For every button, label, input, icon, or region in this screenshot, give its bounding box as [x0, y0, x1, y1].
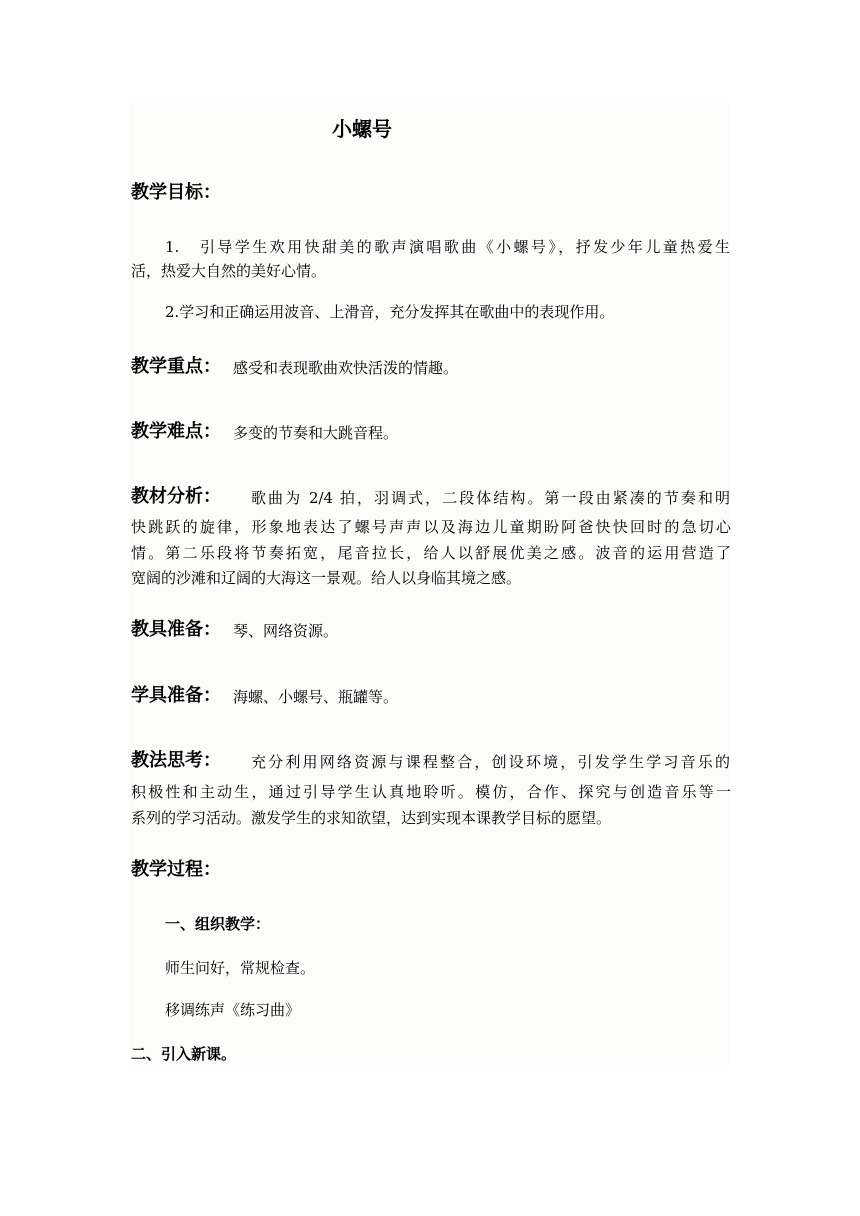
- teaching-aids-heading: 教具准备：: [131, 619, 221, 640]
- process-section-2-heading: 二、引入新课。: [131, 1045, 237, 1063]
- process-heading: 教学过程：: [131, 859, 221, 880]
- analysis-line-1: 歌曲为 2/4 拍，羽调式，二段体结构。第一段由紧凑的节奏和明: [251, 489, 730, 507]
- analysis-line-3: 情。第二乐段将节奏拓宽，尾音拉长，给人以舒展优美之感。波音的运用营造了: [131, 544, 731, 562]
- objectives-heading: 教学目标：: [131, 182, 221, 203]
- document-title: 小螺号: [332, 117, 392, 141]
- analysis-heading: 教材分析：: [131, 486, 221, 507]
- analysis-line-4: 宽阔的沙滩和辽阔的大海这一景观。给人以身临其境之感。: [131, 569, 522, 587]
- method-line-2: 积极性和主动生，通过引导学生认真地聆听。模仿，合作、探究与创造音乐等一: [131, 783, 731, 801]
- method-line-3: 系列的学习活动。激发学生的求知欲望，达到实现本课教学目标的愿望。: [131, 809, 612, 827]
- difficulties-heading: 教学难点：: [131, 421, 221, 442]
- objective-1-number: 1.: [165, 238, 180, 256]
- method-line-1: 充分利用网络资源与课程整合，创设环境，引发学生学习音乐的: [251, 753, 730, 771]
- process-section-1-line-2: 移调练声《练习曲》: [165, 1001, 301, 1019]
- objective-1-line-2: 活，热爱大自然的美好心情。: [131, 262, 327, 280]
- process-section-1-heading: 一、组织教学：: [165, 915, 271, 933]
- method-heading: 教法思考：: [131, 750, 221, 771]
- learning-aids-text: 海螺、小螺号、瓶罐等。: [233, 688, 399, 706]
- process-section-1-line-1: 师生问好，常规检查。: [165, 959, 316, 977]
- objective-2: 2.学习和正确运用波音、上滑音，充分发挥其在歌曲中的表现作用。: [165, 303, 615, 321]
- objective-1-line-1: 引导学生欢用快甜美的歌声演唱歌曲《小螺号》，抒发少年儿童热爱生: [200, 238, 730, 256]
- difficulties-text: 多变的节奏和大跳音程。: [233, 424, 399, 442]
- key-points-heading: 教学重点：: [131, 356, 221, 377]
- teaching-aids-text: 琴、网络资源。: [233, 622, 339, 640]
- learning-aids-heading: 学具准备：: [131, 685, 221, 706]
- analysis-line-2: 快跳跃的旋律，形象地表达了螺号声声以及海边儿童期盼阿爸快快回时的急切心: [131, 518, 731, 536]
- key-points-text: 感受和表现歌曲欢快活泼的情趣。: [233, 359, 459, 377]
